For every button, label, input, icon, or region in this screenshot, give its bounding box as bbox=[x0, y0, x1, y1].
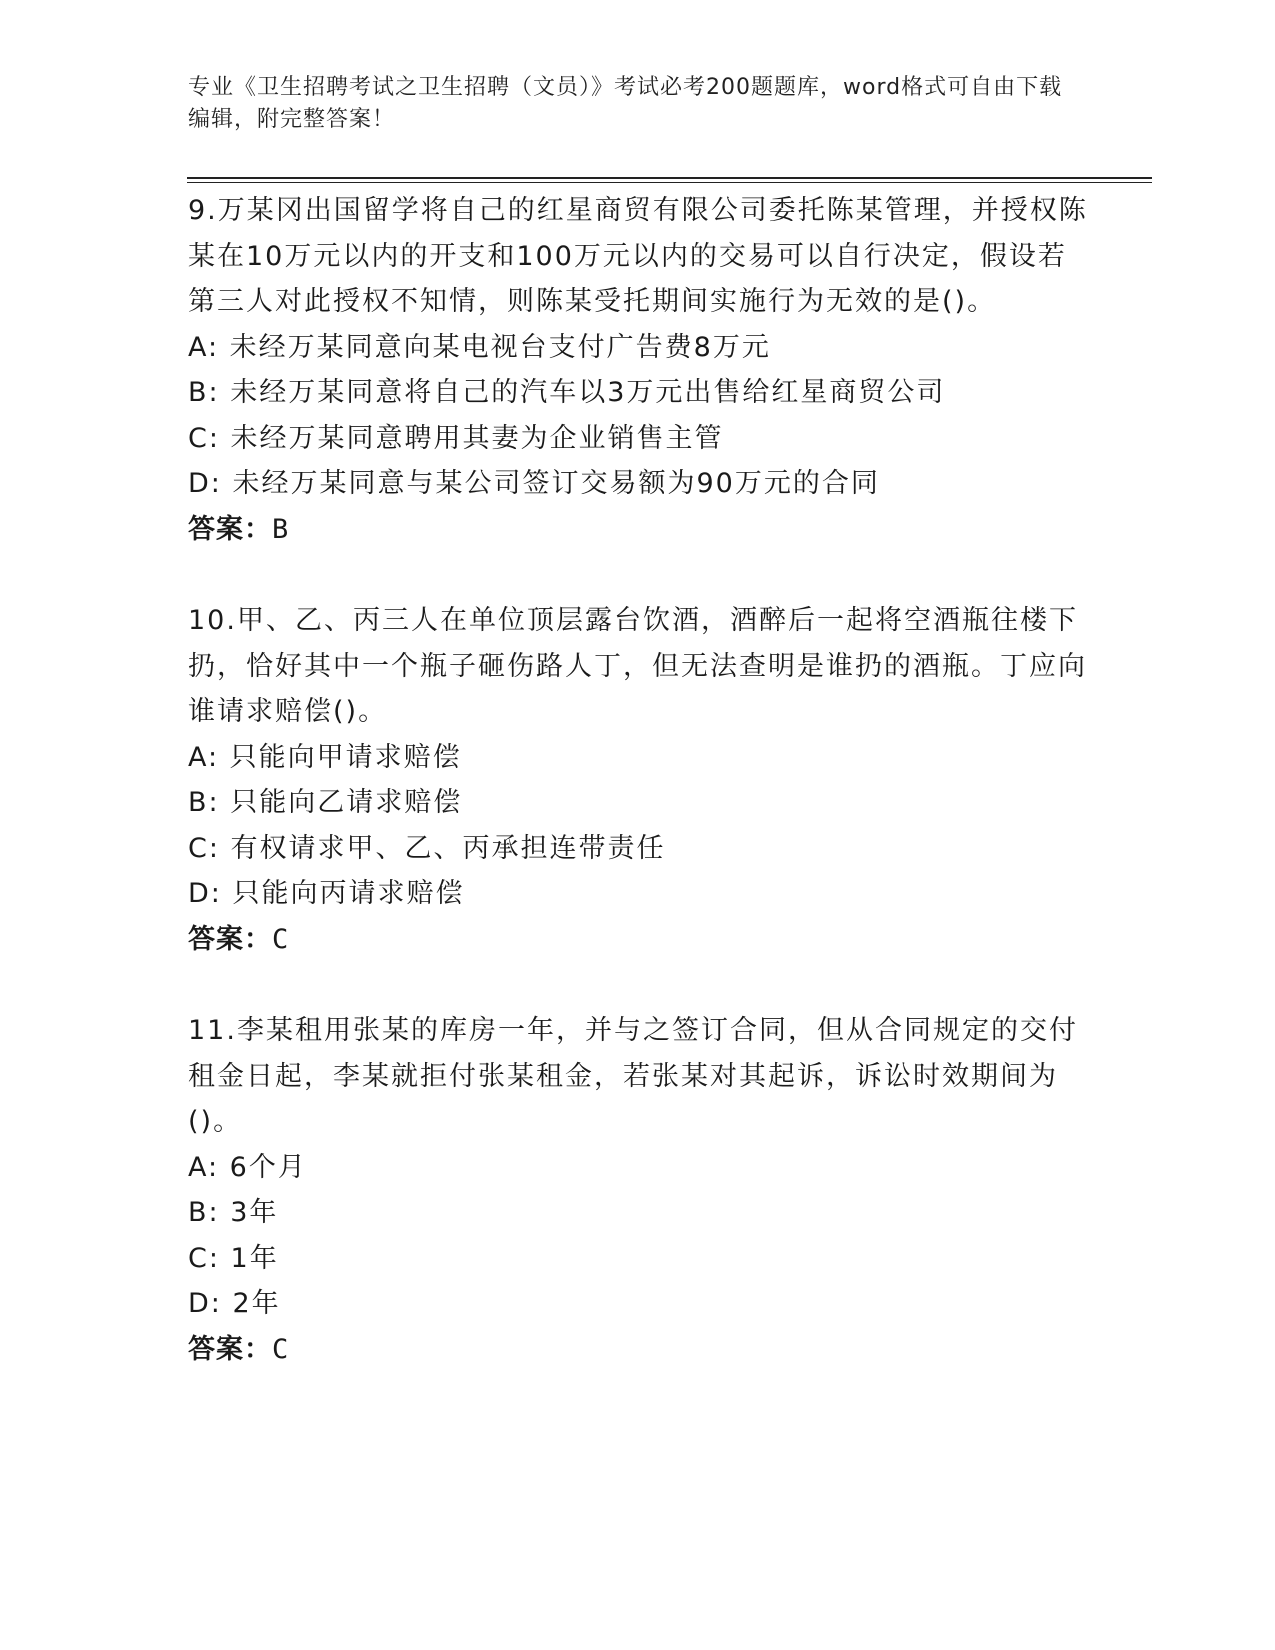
answer-label: 答案： bbox=[188, 513, 272, 545]
answer-value: C bbox=[272, 1333, 290, 1365]
option-a: A: 未经万某同意向某电视台支付广告费8万元 bbox=[188, 331, 771, 363]
option-a: A: 6个月 bbox=[188, 1151, 307, 1183]
question-item bbox=[188, 598, 1088, 962]
question-stem: 9.万某冈出国留学将自己的红星商贸有限公司委托陈某管理，并授权陈某在10万元以内的开支和100万元以内的交易可以自行决定，假设若第三人对此授权不知情，则陈某受托期间实施行为无效的是()。 bbox=[188, 195, 1088, 317]
question-stem: 11.李某租用张某的库房一年，并与之签订合同，但从合同规定的交付租金日起，李某就拒付张某租金，若张某对其起诉，诉讼时效期间为()。 bbox=[188, 1015, 1078, 1137]
answer-value: B bbox=[272, 513, 290, 545]
option-b: B: 3年 bbox=[188, 1197, 279, 1228]
question-list bbox=[188, 188, 1088, 1418]
option-d: D: 只能向丙请求赔偿 bbox=[188, 878, 465, 909]
option-b: B: 只能向乙请求赔偿 bbox=[188, 787, 463, 818]
header-divider-thick bbox=[187, 177, 1152, 179]
header-divider-thin bbox=[187, 182, 1152, 183]
answer-line bbox=[188, 917, 1088, 963]
question-item bbox=[188, 188, 1088, 552]
answer-line bbox=[188, 1327, 1088, 1373]
option-c: C: 有权请求甲、乙、丙承担连带责任 bbox=[188, 832, 666, 864]
document-header: 专业《卫生招聘考试之卫生招聘（文员）》考试必考200题题库，word格式可自由下载编辑，附完整答案！ bbox=[188, 75, 1063, 132]
answer-label: 答案： bbox=[188, 923, 272, 955]
option-b: B: 未经万某同意将自己的汽车以3万元出售给红星商贸公司 bbox=[188, 377, 946, 408]
option-d: D: 2年 bbox=[188, 1288, 281, 1319]
answer-label: 答案： bbox=[188, 1333, 272, 1365]
question-stem: 10.甲、乙、丙三人在单位顶层露台饮酒，酒醉后一起将空酒瓶往楼下扔，恰好其中一个瓶子砸伤路人丁，但无法查明是谁扔的酒瓶。丁应向谁请求赔偿()。 bbox=[188, 605, 1087, 727]
question-item bbox=[188, 1008, 1088, 1372]
answer-line bbox=[188, 507, 1088, 553]
answer-value: C bbox=[272, 923, 290, 955]
option-c: C: 1年 bbox=[188, 1242, 279, 1274]
option-c: C: 未经万某同意聘用其妻为企业销售主管 bbox=[188, 422, 724, 454]
option-a: A: 只能向甲请求赔偿 bbox=[188, 741, 462, 773]
option-d: D: 未经万某同意与某公司签订交易额为90万元的合同 bbox=[188, 468, 880, 499]
